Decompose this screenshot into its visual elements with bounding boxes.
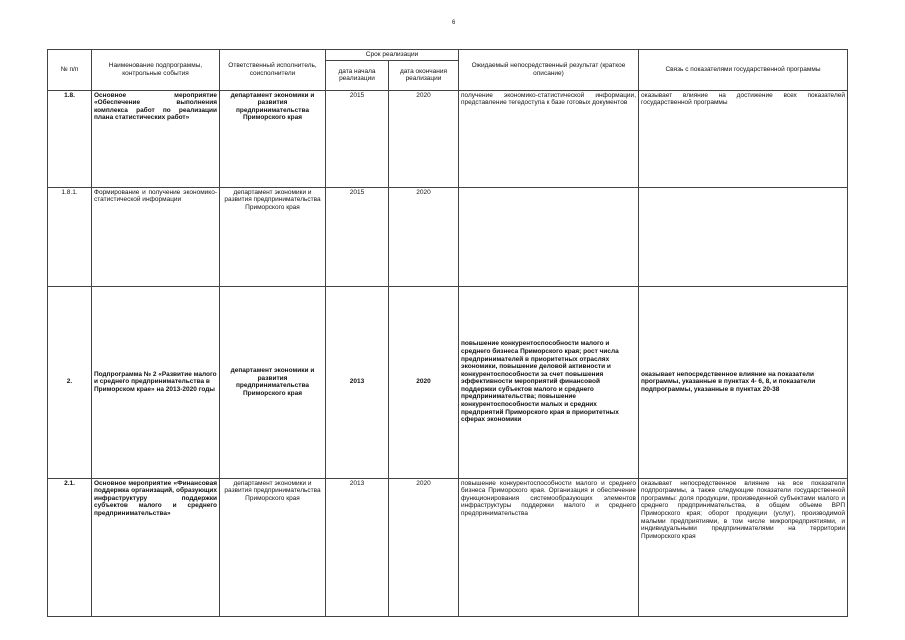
- row-link: [639, 187, 848, 286]
- row-responsible: департамент экономики и развития предпринимательства Приморского края: [220, 187, 326, 286]
- row-responsible: департамент экономики и развития предпринимательства Приморского края: [220, 90, 326, 187]
- row-link: оказывает непосредственное влияние на показатели программы, указанные в пунктах 4- 6, 8, и показатели подпрограммы, указанные в пунктах 20-38: [639, 286, 848, 478]
- header-responsible: Ответственный исполнитель, соисполнители: [220, 50, 326, 91]
- row-responsible: департамент экономики и развития предпринимательства Приморского края: [220, 478, 326, 616]
- row-result: повышение конкурентоспособности малого и среднего бизнеса Приморского края. Организация и обеспечение функционирования системообразующих элементов инфраструктуры поддержки малого и среднего предпринимательства: [459, 478, 639, 616]
- table-row: [48, 478, 848, 616]
- row-num: 1.8.: [48, 90, 92, 187]
- row-link: оказывает влияние на достижение всех показателей государственной программы: [639, 90, 848, 187]
- row-num: 2.: [48, 286, 92, 478]
- row-responsible: департамент экономики и развития предпринимательства Приморского края: [220, 286, 326, 478]
- row-start: 2015: [326, 90, 389, 187]
- row-result: повышение конкурентоспособности малого и среднего бизнеса Приморского края; рост числа предпринимателей в приоритетных отраслях экономики, повышение деловой активности и конкурентоспособности за счет повышения эффективности мероприятий финансовой поддержки субъектов малого и среднего предпринимательства; повышение конкурентоспособности малых и средних предприятий Приморского края в приоритетных сферах экономики: [459, 286, 639, 478]
- row-num: 1.8.1.: [48, 187, 92, 286]
- row-result: [459, 187, 639, 286]
- row-start: 2015: [326, 187, 389, 286]
- row-end: 2020: [389, 286, 459, 478]
- header-num: № п/п: [48, 50, 92, 91]
- header-result: Ожидаемый непосредственный результат (краткое описание): [459, 50, 639, 91]
- page-number: 6: [452, 20, 456, 26]
- row-name: Основное мероприятие «Финансовая поддержка организаций, образующих инфраструктуру поддержки субъектов малого и среднего предпринимательства»: [92, 478, 220, 616]
- row-end: 2020: [389, 478, 459, 616]
- row-end: 2020: [389, 90, 459, 187]
- row-name: Формирование и получение экономико-статистической информации: [92, 187, 220, 286]
- program-table: [47, 49, 848, 617]
- row-name: Подпрограмма № 2 «Развитие малого и среднего предпринимательства в Приморском крае» на 2013-2020 годы: [92, 286, 220, 478]
- row-start: 2013: [326, 478, 389, 616]
- table-row: [48, 187, 848, 286]
- table-row: [48, 286, 848, 478]
- row-num: 2.1.: [48, 478, 92, 616]
- header-period: Срок реализации: [326, 50, 459, 61]
- header-link: Связь с показателями государственной программы: [639, 50, 848, 91]
- row-result: получение экономико-статистической информации, представление тегедоступа к базе готовых документов: [459, 90, 639, 187]
- row-start: 2013: [326, 286, 389, 478]
- table-row: [48, 90, 848, 187]
- row-end: 2020: [389, 187, 459, 286]
- row-name: Основное мероприятие «Обеспечение выполнения комплекса работ по реализации плана статистических работ»: [92, 90, 220, 187]
- header-start: дата начала реализации: [326, 60, 389, 90]
- header-end: дата окончания реализации: [389, 60, 459, 90]
- row-link: оказывает непосредственное влияние на все показатели подпрограммы, а также следующие показатели государственной программы: доля продукции, произведенной субъектами малого и среднего предпринимательства, в общем объеме ВРП Приморского края; оборот продукции (услуг), производимой малыми предприятиями, в том числе микропредприятиями, и индивидуальными предпринимателями на территории Приморского края: [639, 478, 848, 616]
- header-name: Наименование подпрограммы, контрольные события: [92, 50, 220, 91]
